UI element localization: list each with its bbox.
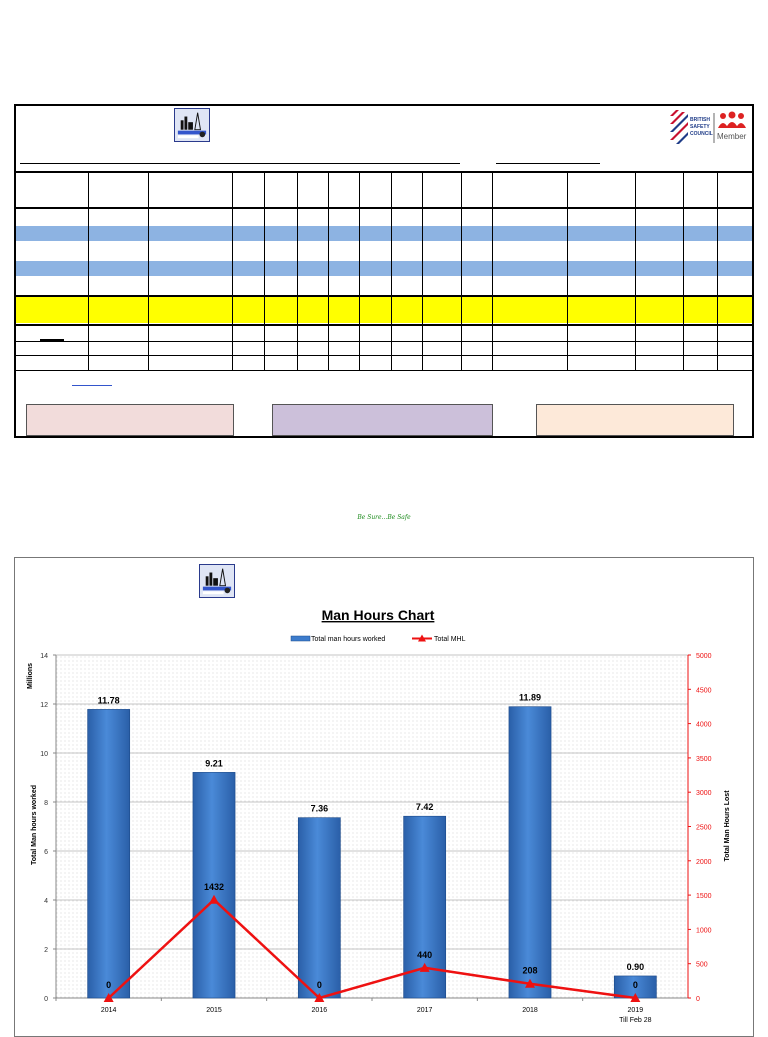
legend-swatch-bar [291,636,310,641]
bar-value-label: 11.89 [518,692,542,703]
bar-value-label: 9.21 [205,758,223,769]
y-right-tick-label: 4000 [696,721,712,729]
y-right-tick-label: 500 [696,961,708,969]
bar [88,709,130,998]
y-left-tick-label: 8 [44,800,48,807]
x-tick-label: 2016 [311,1007,328,1014]
bar [509,707,551,998]
y-right-tick-label: 3000 [696,790,712,798]
x-tick-label: 2019 [627,1007,644,1014]
chart-title: Man Hours Chart [321,607,435,623]
slogan-text: Be Sure...Be Safe [357,514,411,521]
x-tick-label: 2014 [100,1007,117,1014]
chart-legend [291,635,466,644]
bsc-line-1: BRITISH [690,117,710,123]
bar-value-label: 7.42 [415,802,434,813]
x-tick-label: 2017 [416,1007,433,1014]
y-left-tick-label: 4 [44,898,48,905]
y-right-tick-label: 1500 [696,893,712,901]
x-tick-sublabel: Till Feb 28 [619,1017,652,1024]
mhl-value-label: 0 [316,980,322,990]
y-right-tick-label: 1000 [696,927,712,935]
bsc-member-label: Member [717,132,747,141]
y-left-axis-label: Total Man hours worked [31,785,38,865]
y-left-tick-label: 12 [40,702,48,709]
bar-value-label: 11.78 [97,695,120,706]
y-right-axis-label: Total Man Hours Lost [724,790,731,862]
y-right-ticks [688,653,712,1003]
y-left-tick-label: 10 [40,751,48,758]
bsc-line-3: COUNCIL [690,131,713,137]
y-right-tick-label: 4500 [696,687,712,695]
y-right-tick-label: 2500 [696,824,712,832]
y-right-tick-label: 3500 [696,755,712,763]
mhl-value-label: 0 [106,980,112,990]
bar-value-label: 0.90 [626,961,645,972]
legend-label-line: Total MHL [434,636,466,643]
bsc-line-2: SAFETY [690,124,710,130]
x-tick-label: 2018 [522,1007,538,1014]
mhl-value-label: 208 [522,965,538,976]
y-left-ticks [40,653,56,1003]
legend-label-bar: Total man hours worked [311,636,386,643]
mhl-value-label: 1432 [203,881,225,892]
bar-value-label: 7.36 [310,803,329,814]
y-left-tick-label: 2 [44,947,48,954]
y-left-tick-label: 6 [44,849,48,856]
y-right-tick-label: 0 [696,996,700,1003]
y-right-tick-label: 5000 [696,653,712,660]
x-tick-labels [56,998,652,1024]
plot-area [56,655,688,998]
y-right-tick-label: 2000 [696,858,712,866]
y-left-tick-label: 14 [40,653,48,660]
mhl-value-label: 440 [417,949,433,960]
bar [298,818,340,998]
y-left-unit-label: Millions [27,662,34,690]
y-left-tick-label: 0 [44,996,48,1003]
mhl-value-label: 0 [632,980,638,990]
x-tick-label: 2015 [206,1007,222,1014]
